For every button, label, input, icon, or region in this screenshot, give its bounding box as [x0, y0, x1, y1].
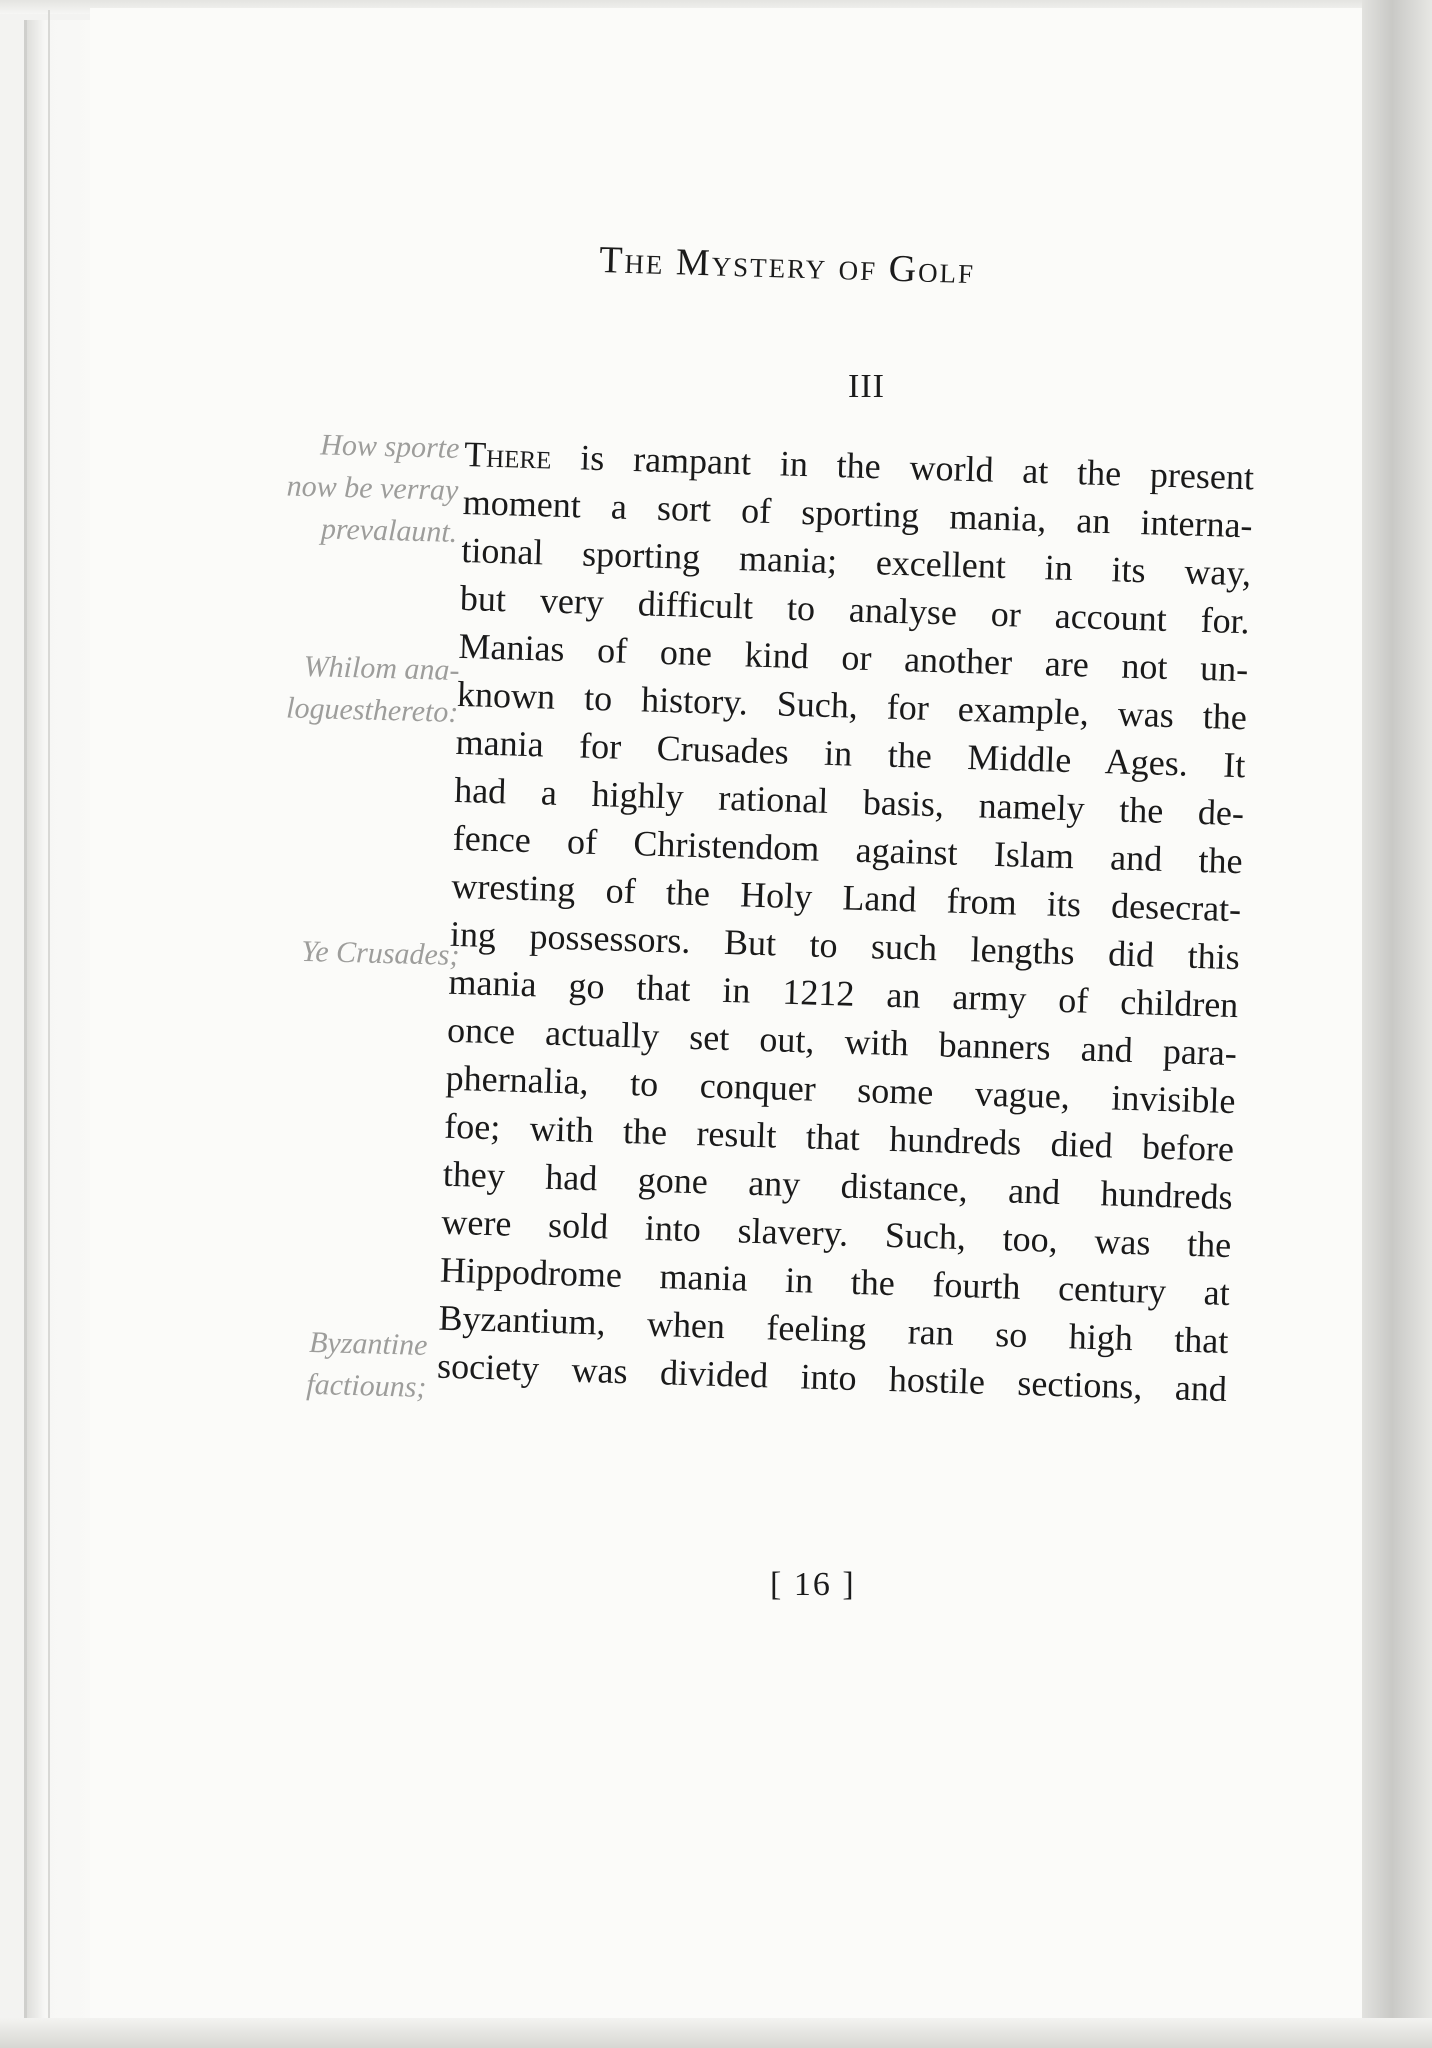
body-text: [437, 430, 1255, 1413]
line-text: ing possessors. But to such lengths did this: [449, 913, 1241, 978]
running-head: The Mystery of Golf: [598, 238, 976, 293]
marginal-line: loguesthereto:: [285, 691, 459, 729]
marginal-note-sporting: [207, 421, 460, 554]
line-text: mania for Crusades in the Middle Ages. It: [455, 721, 1246, 786]
line-text: tional sporting mania; excellent in its way,: [460, 529, 1252, 594]
marginal-line: prevalaunt.: [320, 512, 458, 549]
marginal-line: Whilom ana-: [303, 649, 460, 687]
line-text: known to history. Such, for example, was the: [456, 673, 1248, 738]
line-text: phernalia, to conquer some vague, invisible: [445, 1057, 1237, 1122]
scan-bottom-edge: [0, 2018, 1432, 2048]
line-text: society was divided into hostile sections, and: [436, 1345, 1228, 1410]
marginal-line: factiouns;: [305, 1367, 427, 1404]
line-text: Manias of one kind or another are not un-: [457, 625, 1249, 690]
marginal-line: Byzantine: [308, 1325, 428, 1362]
line-text: moment a sort of sporting mania, an interna-: [462, 481, 1254, 546]
line-text: had a highly rational basis, namely the de-: [453, 769, 1245, 834]
line-text: once actually set out, with banners and para-: [446, 1009, 1238, 1074]
marginal-line: Ye Crusades;: [300, 934, 460, 972]
marginal-note-byzantine: [176, 1318, 428, 1409]
line-text: but very difficult to analyse or account for.: [459, 577, 1251, 642]
line-text: they had gone any distance, and hundreds: [442, 1153, 1234, 1218]
right-shadow: [1362, 0, 1432, 2048]
line-text: is rampant in the world at the present: [550, 436, 1255, 498]
line-text: Hippodrome mania in the fourth century at: [439, 1249, 1231, 1314]
lead-word: There: [463, 433, 553, 477]
line-text: mania go that in 1212 an army of children: [448, 961, 1239, 1026]
line-text: wresting of the Holy Land from its desecrat-: [450, 865, 1242, 930]
marginal-line: How sporte: [319, 428, 460, 465]
page-number: [ 16 ]: [770, 1566, 856, 1603]
line-text: foe; with the result that hundreds died before: [443, 1105, 1235, 1170]
marginal-note-analogues: [208, 643, 460, 734]
marginal-line: now be verray: [286, 469, 459, 507]
marginal-note-crusades: [209, 928, 460, 977]
line-text: were sold into slavery. Such, too, was the: [440, 1201, 1232, 1266]
line-text: Byzantium, when feeling ran so high that: [438, 1297, 1229, 1362]
left-page-edge-line: [48, 10, 50, 2040]
chapter-number: III: [848, 368, 885, 405]
line-text: fence of Christendom against Islam and the: [452, 817, 1244, 882]
